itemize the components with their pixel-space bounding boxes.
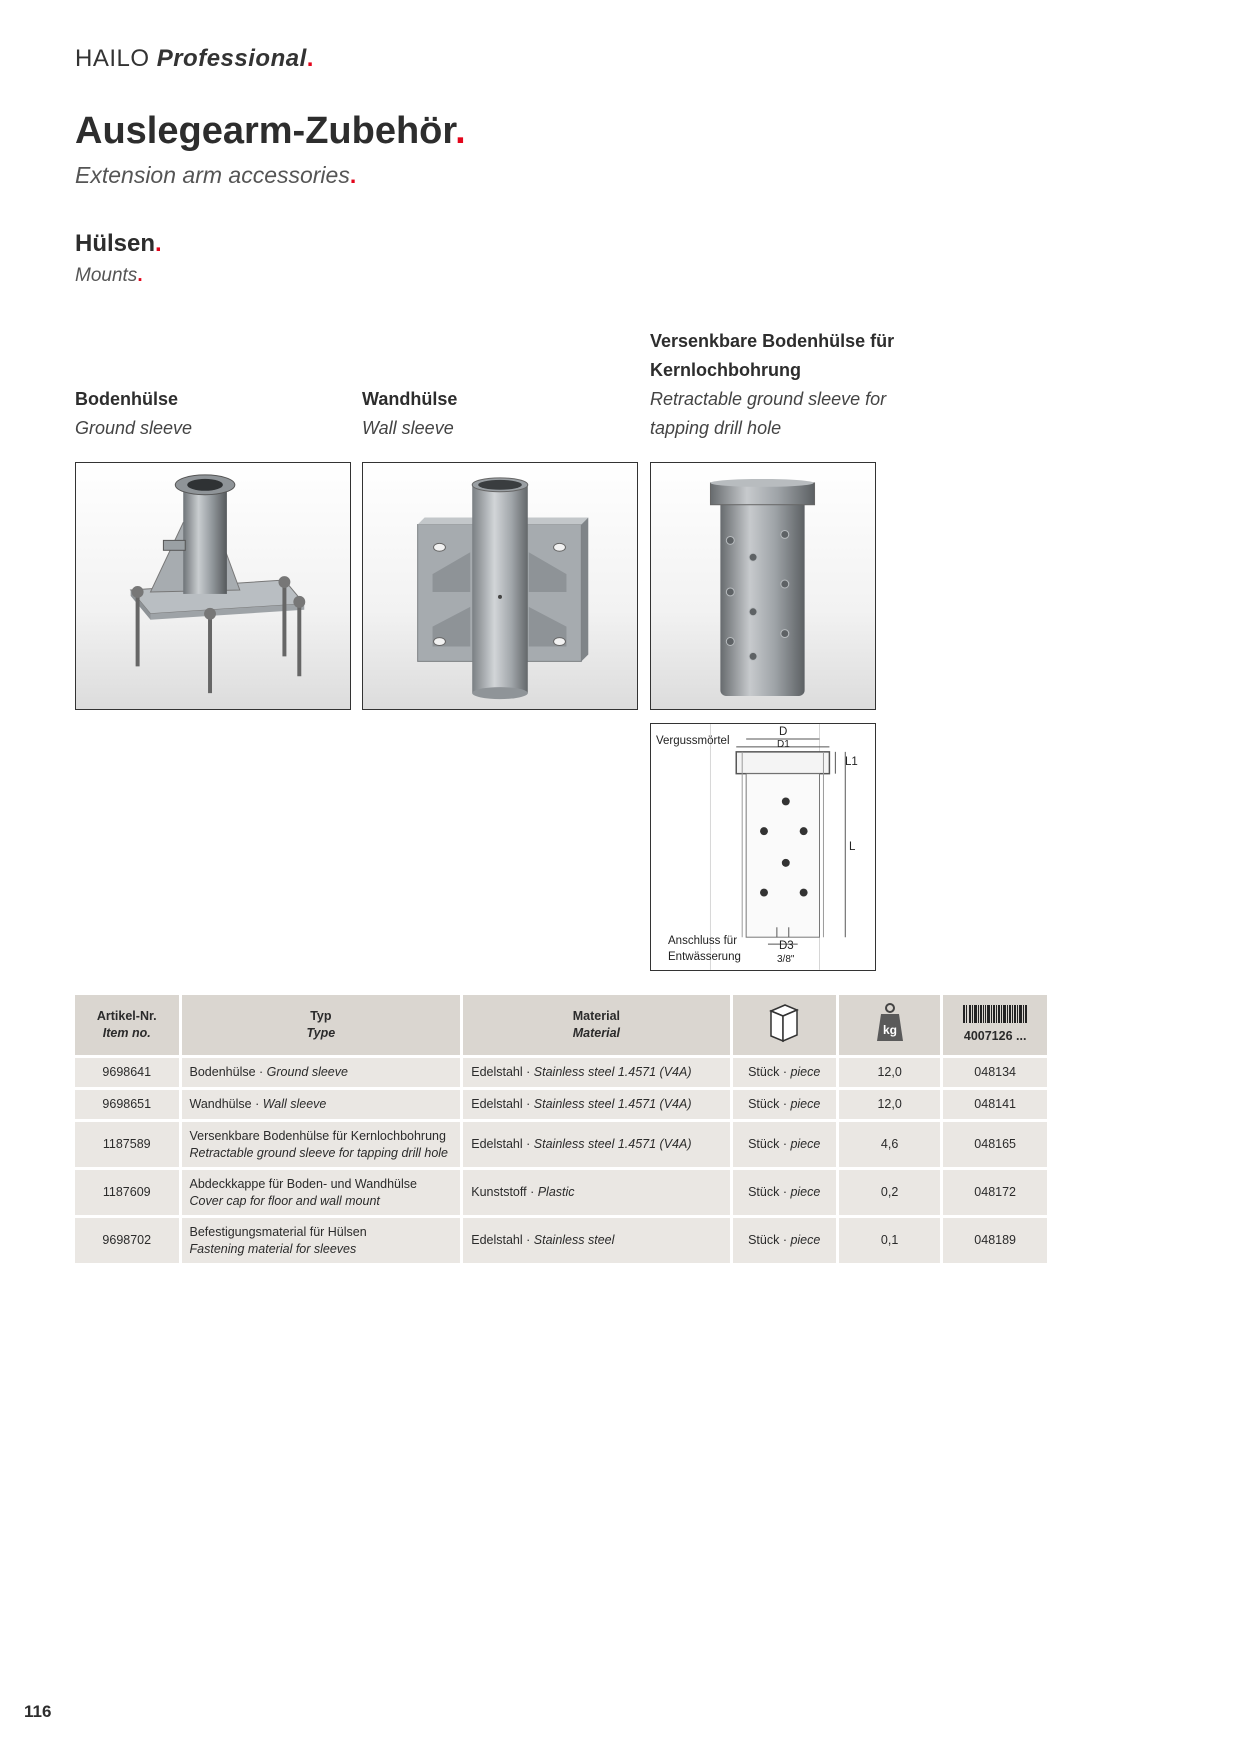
- subtitle-dot: .: [349, 162, 357, 188]
- material-en: Plastic: [537, 1185, 575, 1199]
- product-name-en-line1: Retractable ground sleeve for: [650, 389, 887, 409]
- unit-en: piece: [790, 1097, 821, 1111]
- page-subtitle-text: Extension arm accessories: [75, 162, 350, 188]
- wall-sleeve-illustration: [363, 463, 637, 709]
- cell-type: Wandhülse · Wall sleeve: [182, 1090, 461, 1119]
- product-heading-wall-sleeve: [362, 385, 457, 443]
- kg-weight-icon: [875, 1001, 905, 1045]
- section-subtitle: [75, 265, 143, 287]
- product-heading-retractable-sleeve: [650, 327, 894, 443]
- ground-sleeve-image: [75, 462, 351, 710]
- unit-de: Stück: [748, 1137, 780, 1151]
- unit-de: Stück: [748, 1097, 780, 1111]
- cell-material: Kunststoff · Plastic: [463, 1170, 729, 1215]
- section-dot: .: [155, 230, 162, 257]
- barcode-icon: [963, 1005, 1027, 1023]
- material-en: Stainless steel: [533, 1233, 615, 1247]
- material-de: Edelstahl: [471, 1065, 523, 1079]
- table-header-row: [75, 995, 1047, 1055]
- dim-d1-label: D1: [777, 739, 790, 750]
- product-name-en: Ground sleeve: [75, 418, 193, 438]
- material-en: Stainless steel 1.4571 (V4A): [533, 1097, 692, 1111]
- thread-label: 3/8": [777, 954, 795, 965]
- unit-de: Stück: [748, 1233, 780, 1247]
- col-item-number: [75, 995, 179, 1055]
- product-name-de-line2: Kernlochbohrung: [650, 360, 801, 380]
- cell-unit: Stück · piece: [733, 1090, 836, 1119]
- col-type-en: Type: [306, 1026, 336, 1040]
- material-de: Edelstahl: [471, 1233, 523, 1247]
- col-material-de: Material: [572, 1009, 620, 1023]
- col-material: [463, 995, 729, 1055]
- cell-item-number: 9698702: [75, 1218, 179, 1263]
- page-number: 116: [24, 1702, 52, 1721]
- cell-material: Edelstahl · Stainless steel: [463, 1218, 729, 1263]
- dimension-diagram: [650, 723, 876, 971]
- table-row: [75, 1218, 1047, 1263]
- brand-dot: .: [306, 45, 314, 72]
- type-de: Abdeckkappe für Boden- und Wandhülse: [189, 1176, 417, 1191]
- material-en: Stainless steel 1.4571 (V4A): [533, 1065, 692, 1079]
- unit-en: piece: [790, 1185, 821, 1199]
- type-de: Wandhülse: [189, 1097, 252, 1111]
- wall-sleeve-image: [362, 462, 638, 710]
- type-de: Bodenhülse: [189, 1065, 256, 1079]
- cell-item-number: 9698641: [75, 1058, 179, 1087]
- section-title-text: Hülsen: [75, 230, 156, 257]
- brand-logo: [75, 45, 314, 73]
- cell-type: [182, 1218, 461, 1263]
- ground-sleeve-illustration: [76, 463, 350, 709]
- material-de: Kunststoff: [471, 1185, 527, 1199]
- col-unit: [733, 995, 836, 1055]
- type-de: Versenkbare Bodenhülse für Kernlochbohrung: [189, 1128, 446, 1143]
- unit-en: piece: [790, 1137, 821, 1151]
- cell-weight: 12,0: [839, 1058, 940, 1087]
- cell-ean: 048165: [943, 1122, 1047, 1167]
- material-en: Stainless steel 1.4571 (V4A): [533, 1137, 692, 1151]
- col-item-de: Artikel-Nr.: [96, 1009, 157, 1023]
- product-heading-ground-sleeve: [75, 385, 192, 443]
- cell-weight: 0,1: [839, 1218, 940, 1263]
- retractable-sleeve-image: [650, 462, 876, 710]
- col-type: [182, 995, 461, 1055]
- product-name-de: Bodenhülse: [75, 389, 179, 409]
- dim-l1-label: L1: [845, 756, 858, 768]
- cell-type: [182, 1122, 461, 1167]
- table-row: [75, 1170, 1047, 1215]
- type-de: Befestigungsmaterial für Hülsen: [189, 1224, 367, 1239]
- cell-weight: 4,6: [839, 1122, 940, 1167]
- product-name-de-line1: Versenkbare Bodenhülse für: [650, 331, 895, 351]
- type-en: Wall sleeve: [262, 1097, 327, 1111]
- cell-unit: Stück · piece: [733, 1218, 836, 1263]
- unit-en: piece: [790, 1065, 821, 1079]
- material-de: Edelstahl: [471, 1097, 523, 1111]
- product-name-en: Wall sleeve: [362, 418, 454, 438]
- section-title: [75, 230, 162, 258]
- dim-l-label: L: [849, 841, 856, 853]
- ean-prefix: 4007126 ...: [963, 1029, 1027, 1043]
- cell-ean: 048134: [943, 1058, 1047, 1087]
- cell-type: Bodenhülse · Ground sleeve: [182, 1058, 461, 1087]
- page-title: [75, 110, 466, 153]
- drain-label-line2: Entwässerung: [668, 951, 741, 963]
- svg-text:kg: kg: [882, 1022, 897, 1037]
- material-de: Edelstahl: [471, 1137, 523, 1151]
- cell-weight: 12,0: [839, 1090, 940, 1119]
- type-en: Ground sleeve: [266, 1065, 348, 1079]
- col-weight: [839, 995, 940, 1055]
- col-type-de: Typ: [310, 1009, 332, 1023]
- col-item-en: Item no.: [102, 1026, 151, 1040]
- table-row: [75, 1090, 1047, 1119]
- cell-unit: Stück · piece: [733, 1170, 836, 1215]
- cell-item-number: 1187609: [75, 1170, 179, 1215]
- page-title-text: Auslegearm-Zubehör: [75, 110, 456, 152]
- dim-d3-label: D3: [779, 940, 794, 952]
- unit-de: Stück: [748, 1185, 780, 1199]
- type-en: Fastening material for sleeves: [189, 1241, 357, 1256]
- col-material-en: Material: [572, 1026, 620, 1040]
- drain-label-line1: Anschluss für: [668, 935, 738, 947]
- table-row: [75, 1122, 1047, 1167]
- cell-material: Edelstahl · Stainless steel 1.4571 (V4A): [463, 1122, 729, 1167]
- brand-line: Professional: [156, 45, 307, 72]
- page-subtitle: [75, 162, 356, 189]
- article-table: [72, 992, 1050, 1266]
- box-icon: [767, 1001, 801, 1045]
- type-en: Retractable ground sleeve for tapping drill hole: [189, 1145, 449, 1160]
- cell-material: Edelstahl · Stainless steel 1.4571 (V4A): [463, 1090, 729, 1119]
- unit-en: piece: [790, 1233, 821, 1247]
- section-subtitle-text: Mounts: [75, 265, 138, 286]
- cell-weight: 0,2: [839, 1170, 940, 1215]
- cell-unit: Stück · piece: [733, 1122, 836, 1167]
- cell-ean: 048141: [943, 1090, 1047, 1119]
- grout-label: Vergussmörtel: [656, 735, 730, 747]
- cell-material: Edelstahl · Stainless steel 1.4571 (V4A): [463, 1058, 729, 1087]
- cell-item-number: 9698651: [75, 1090, 179, 1119]
- cell-ean: 048172: [943, 1170, 1047, 1215]
- unit-de: Stück: [748, 1065, 780, 1079]
- type-en: Cover cap for floor and wall mount: [189, 1193, 380, 1208]
- dim-d-label: D: [779, 726, 788, 738]
- table-row: [75, 1058, 1047, 1087]
- cell-ean: 048189: [943, 1218, 1047, 1263]
- brand-name: HAILO: [75, 45, 150, 72]
- title-dot: .: [455, 110, 466, 152]
- product-name-de: Wandhülse: [362, 389, 458, 409]
- cell-unit: Stück · piece: [733, 1058, 836, 1087]
- col-ean: [943, 995, 1047, 1055]
- cell-item-number: 1187589: [75, 1122, 179, 1167]
- product-name-en-line2: tapping drill hole: [650, 418, 782, 438]
- cell-type: [182, 1170, 461, 1215]
- retractable-sleeve-illustration: [651, 463, 875, 709]
- section-sub-dot: .: [137, 265, 143, 286]
